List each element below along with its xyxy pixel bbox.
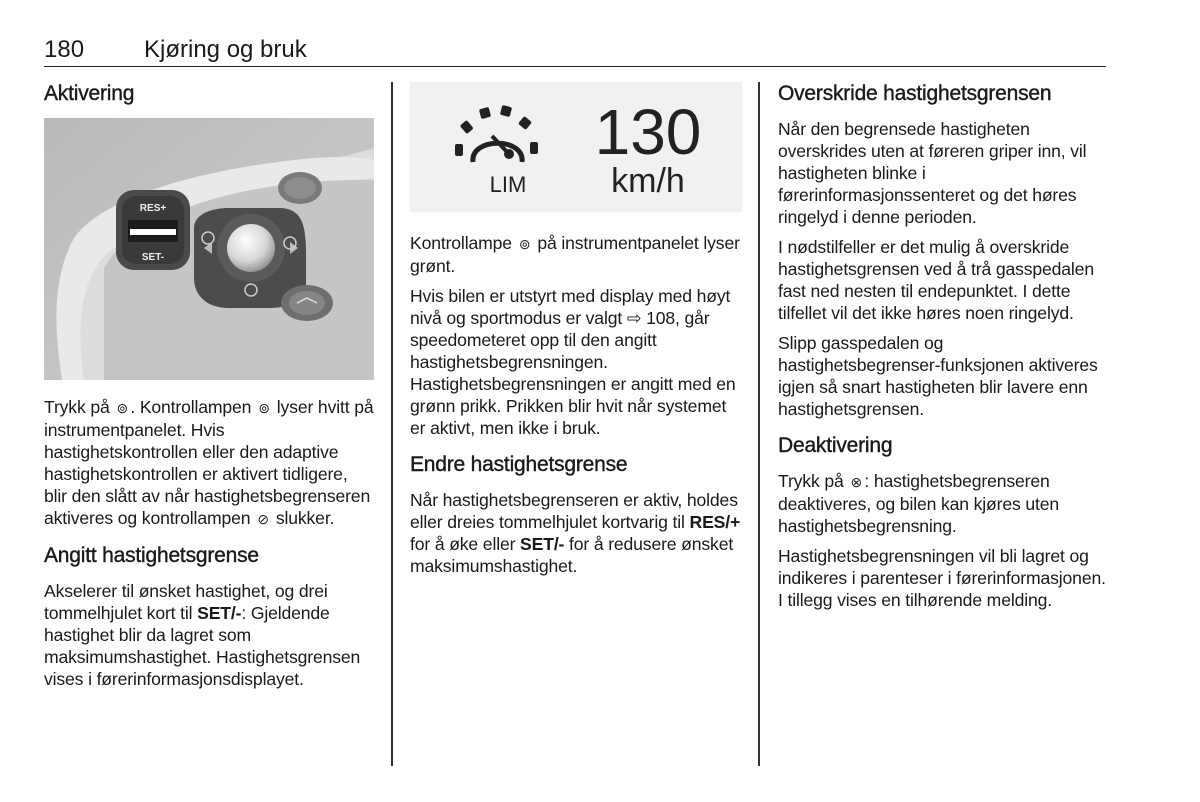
speed-value: 130 — [594, 96, 702, 168]
paragraph-endre: Når hastighetsbegrenseren er aktiv, holdes eller dreies tommelhjulet kortvarig til RES/+ for å øke eller SET/- for å redusere ønsket maksimumshastighet. — [410, 490, 741, 576]
set-button-label: SET- — [141, 252, 165, 263]
paragraph-lagret: Hastighetsbegrensningen vil bli lagret og indikeres i parenteser i førerinformasjonen. I tillegg vises en tilhørende melding. — [778, 546, 1106, 610]
page-header — [44, 34, 1106, 67]
paragraph-overskride-2: I nødstilfeller er det mulig å overskride hastighetsgrensen ved å trå gasspedalen fast ned nesten til endepunktet. I dette tilfellet vil det ikke høres noen ringelyd. — [778, 237, 1094, 323]
heading-angitt-hastighetsgrense: Angitt hastighetsgrense — [44, 544, 259, 567]
column-divider-1 — [391, 82, 393, 766]
column-divider-2 — [758, 82, 760, 766]
paragraph-display: Hvis bilen er utstyrt med display med høyt nivå og sportmodus er valgt ⇨ 108, går speedometeret opp til den angitt hastighetsbegrensningen. Hastighetsbegrensningen er angitt med en grønn prikk. Prikken blir hvit når systemet er aktivt, men ikke i bruk. — [410, 286, 736, 438]
column-2 — [410, 82, 742, 585]
heading-deaktivering: Deaktivering — [778, 434, 893, 457]
speed-unit: km/h — [611, 162, 685, 200]
heading-endre: Endre hastighetsgrense — [410, 453, 628, 476]
paragraph-overskride-3: Slipp gasspedalen og hastighetsbegrenser-funksjonen aktiveres igjen så snart hastigheten blir lavere enn hastighetsgrensen. — [778, 333, 1098, 419]
lim-label: LIM — [489, 172, 527, 197]
speed-limiter-icon: ⊚ — [116, 400, 129, 416]
limiter-display-figure — [410, 82, 742, 212]
speed-limiter-icon: ⊚ — [518, 236, 531, 252]
cruise-control-off-icon: ⊘ — [257, 511, 269, 527]
column-1 — [44, 82, 374, 698]
limiter-cancel-icon: ⊗ — [850, 474, 863, 490]
column-3 — [778, 82, 1108, 619]
res-button-label: RES+ — [139, 203, 167, 214]
heading-aktivering: Aktivering — [44, 82, 135, 105]
chapter-title: Kjøring og bruk — [144, 36, 307, 63]
paragraph-kontrollampe: Kontrollampe ⊚ på instrumentpanelet lyser grønt. — [410, 233, 740, 276]
steering-wheel-controls-figure — [44, 118, 374, 380]
paragraph-overskride-1: Når den begrensede hastigheten overskrides uten at føreren griper inn, vil hastigheten blinke i førerinformasjonssenteret og det høres ringelyd i denne perioden. — [778, 119, 1087, 227]
paragraph-angitt: Akselerer til ønsket hastighet, og drei tommelhjulet kort til SET/-: Gjeldende hastighet blir da lagret som maksimumshastighet. Hastighetsgrensen vises i førerinformasjonsdisplayet. — [44, 581, 361, 689]
heading-overskride: Overskride hastighetsgrensen — [778, 82, 1052, 105]
paragraph-deaktivering: Trykk på ⊗ : hastighetsbegrenseren deaktiveres, og bilen kan kjøres uten hastighetsbegrensning. — [778, 471, 1059, 536]
speed-limiter-icon: ⊚ — [258, 400, 270, 416]
paragraph-aktivering: Trykk på ⊚ . Kontrollampen ⊚ lyser hvitt på instrumentpanelet. Hvis hastighetskontrollen eller den adaptive hastighetskontrollen er aktivert tidligere, blir den slått av når hastighetsbegrenseren aktiveres og kontrollampen ⊘ slukker. — [44, 397, 374, 528]
page-number: 180 — [44, 36, 85, 63]
